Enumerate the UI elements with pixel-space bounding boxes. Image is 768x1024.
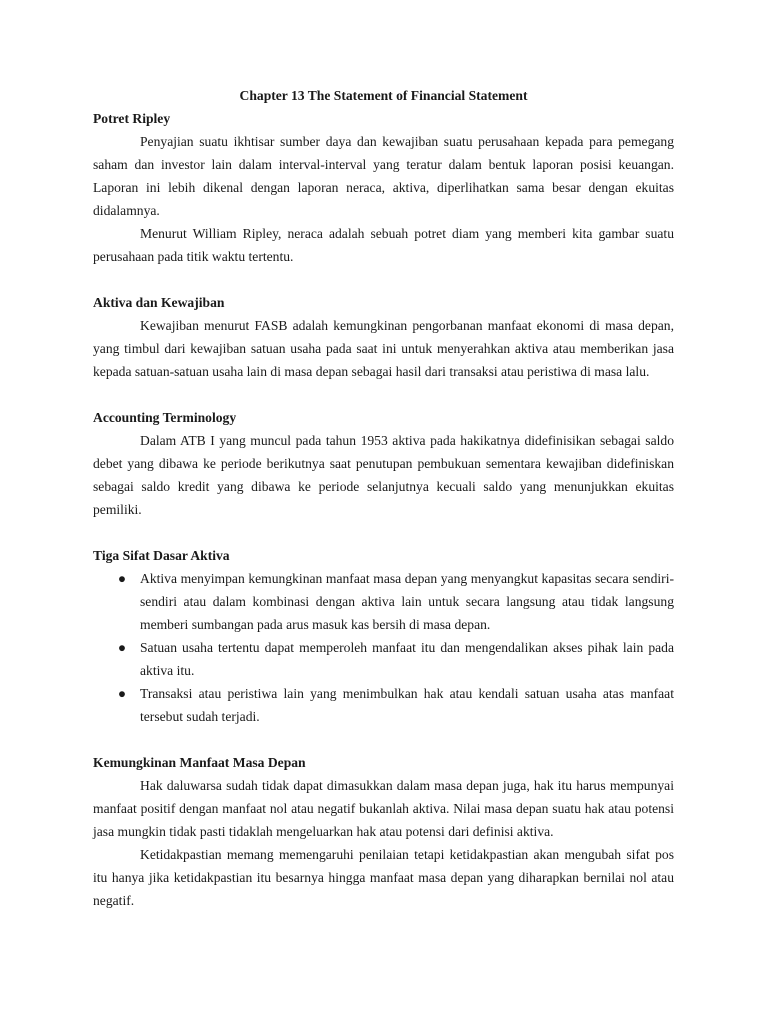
section-gap (93, 728, 674, 751)
section-heading-potret-ripley: Potret Ripley (93, 111, 171, 126)
paragraph: Hak daluwarsa sudah tidak dapat dimasukkan dalam masa depan juga, hak itu harus mempunyai manfaat positif dengan manfaat nol atau negatif bukanlah aktiva. Nilai masa depan suatu hak atau potensi jasa mungkin tidak pasti tidaklah mengeluarkan hak atau potensi dari definisi aktiva. (93, 778, 674, 839)
paragraph: Ketidakpastian memang memengaruhi penilaian tetapi ketidakpastian akan mengubah sifat pos itu hanya jika ketidakpastian itu besarnya hingga manfaat masa depan yang diharapkan bernilai nol atau negatif. (93, 847, 674, 908)
paragraph: Kewajiban menurut FASB adalah kemungkinan pengorbanan manfaat ekonomi di masa depan, yang timbul dari kewajiban satuan usaha pada saat ini untuk menyerahkan aktiva atau memberikan jasa kepada satuan-satuan usaha lain di masa depan sebagai hasil dari transaksi atau peristiwa di masa lalu. (93, 318, 674, 379)
section-gap (93, 521, 674, 544)
document-page (93, 84, 674, 912)
document-title: Chapter 13 The Statement of Financial Statement (239, 88, 528, 103)
section-heading-kemungkinan-manfaat-masa-depan: Kemungkinan Manfaat Masa Depan (93, 755, 306, 770)
paragraph: Penyajian suatu ikhtisar sumber daya dan kewajiban suatu perusahaan kepada para pemegang saham dan investor lain dalam interval-interval yang teratur dalam bentuk laporan posisi keuangan. Laporan ini lebih dikenal dengan laporan neraca, aktiva, diperlihatkan sama besar dengan ekuitas didalamnya. (93, 134, 674, 218)
section-heading-accounting-terminology: Accounting Terminology (93, 410, 237, 425)
list-item (93, 682, 674, 728)
bullet-list (93, 567, 674, 728)
section-heading-tiga-sifat-dasar-aktiva: Tiga Sifat Dasar Aktiva (93, 548, 230, 563)
list-item-text: Aktiva menyimpan kemungkinan manfaat masa depan yang menyangkut kapasitas secara sendiri-sendiri atau dalam kombinasi dengan aktiva lain untuk secara langsung atau tidak langsung memberi sumbangan pada arus masuk kas bersih di masa depan. (140, 571, 674, 632)
section-gap (93, 268, 674, 291)
paragraph: Dalam ATB I yang muncul pada tahun 1953 aktiva pada hakikatnya didefinisikan sebagai saldo debet yang dibawa ke periode berikutnya saat penutupan pembukuan sementara kewajiban didefiniskan sebagai saldo kredit yang dibawa ke periode selanjutnya kecuali saldo yang menunjukkan ekuitas pemiliki. (93, 433, 674, 517)
list-item-text: Satuan usaha tertentu dapat memperoleh manfaat itu dan mengendalikan akses pihak lain pada aktiva itu. (140, 640, 674, 678)
section-heading-aktiva-dan-kewajiban: Aktiva dan Kewajiban (93, 295, 225, 310)
bullet-icon: ● (117, 571, 127, 586)
paragraph: Menurut William Ripley, neraca adalah sebuah potret diam yang memberi kita gambar suatu perusahaan pada titik waktu tertentu. (93, 226, 674, 264)
bullet-icon: ● (117, 686, 127, 701)
list-item (93, 567, 674, 636)
section-gap (93, 383, 674, 406)
list-item-text: Transaksi atau peristiwa lain yang menimbulkan hak atau kendali satuan usaha atas manfaat tersebut sudah terjadi. (140, 686, 674, 724)
list-item (93, 636, 674, 682)
bullet-icon: ● (117, 640, 127, 655)
